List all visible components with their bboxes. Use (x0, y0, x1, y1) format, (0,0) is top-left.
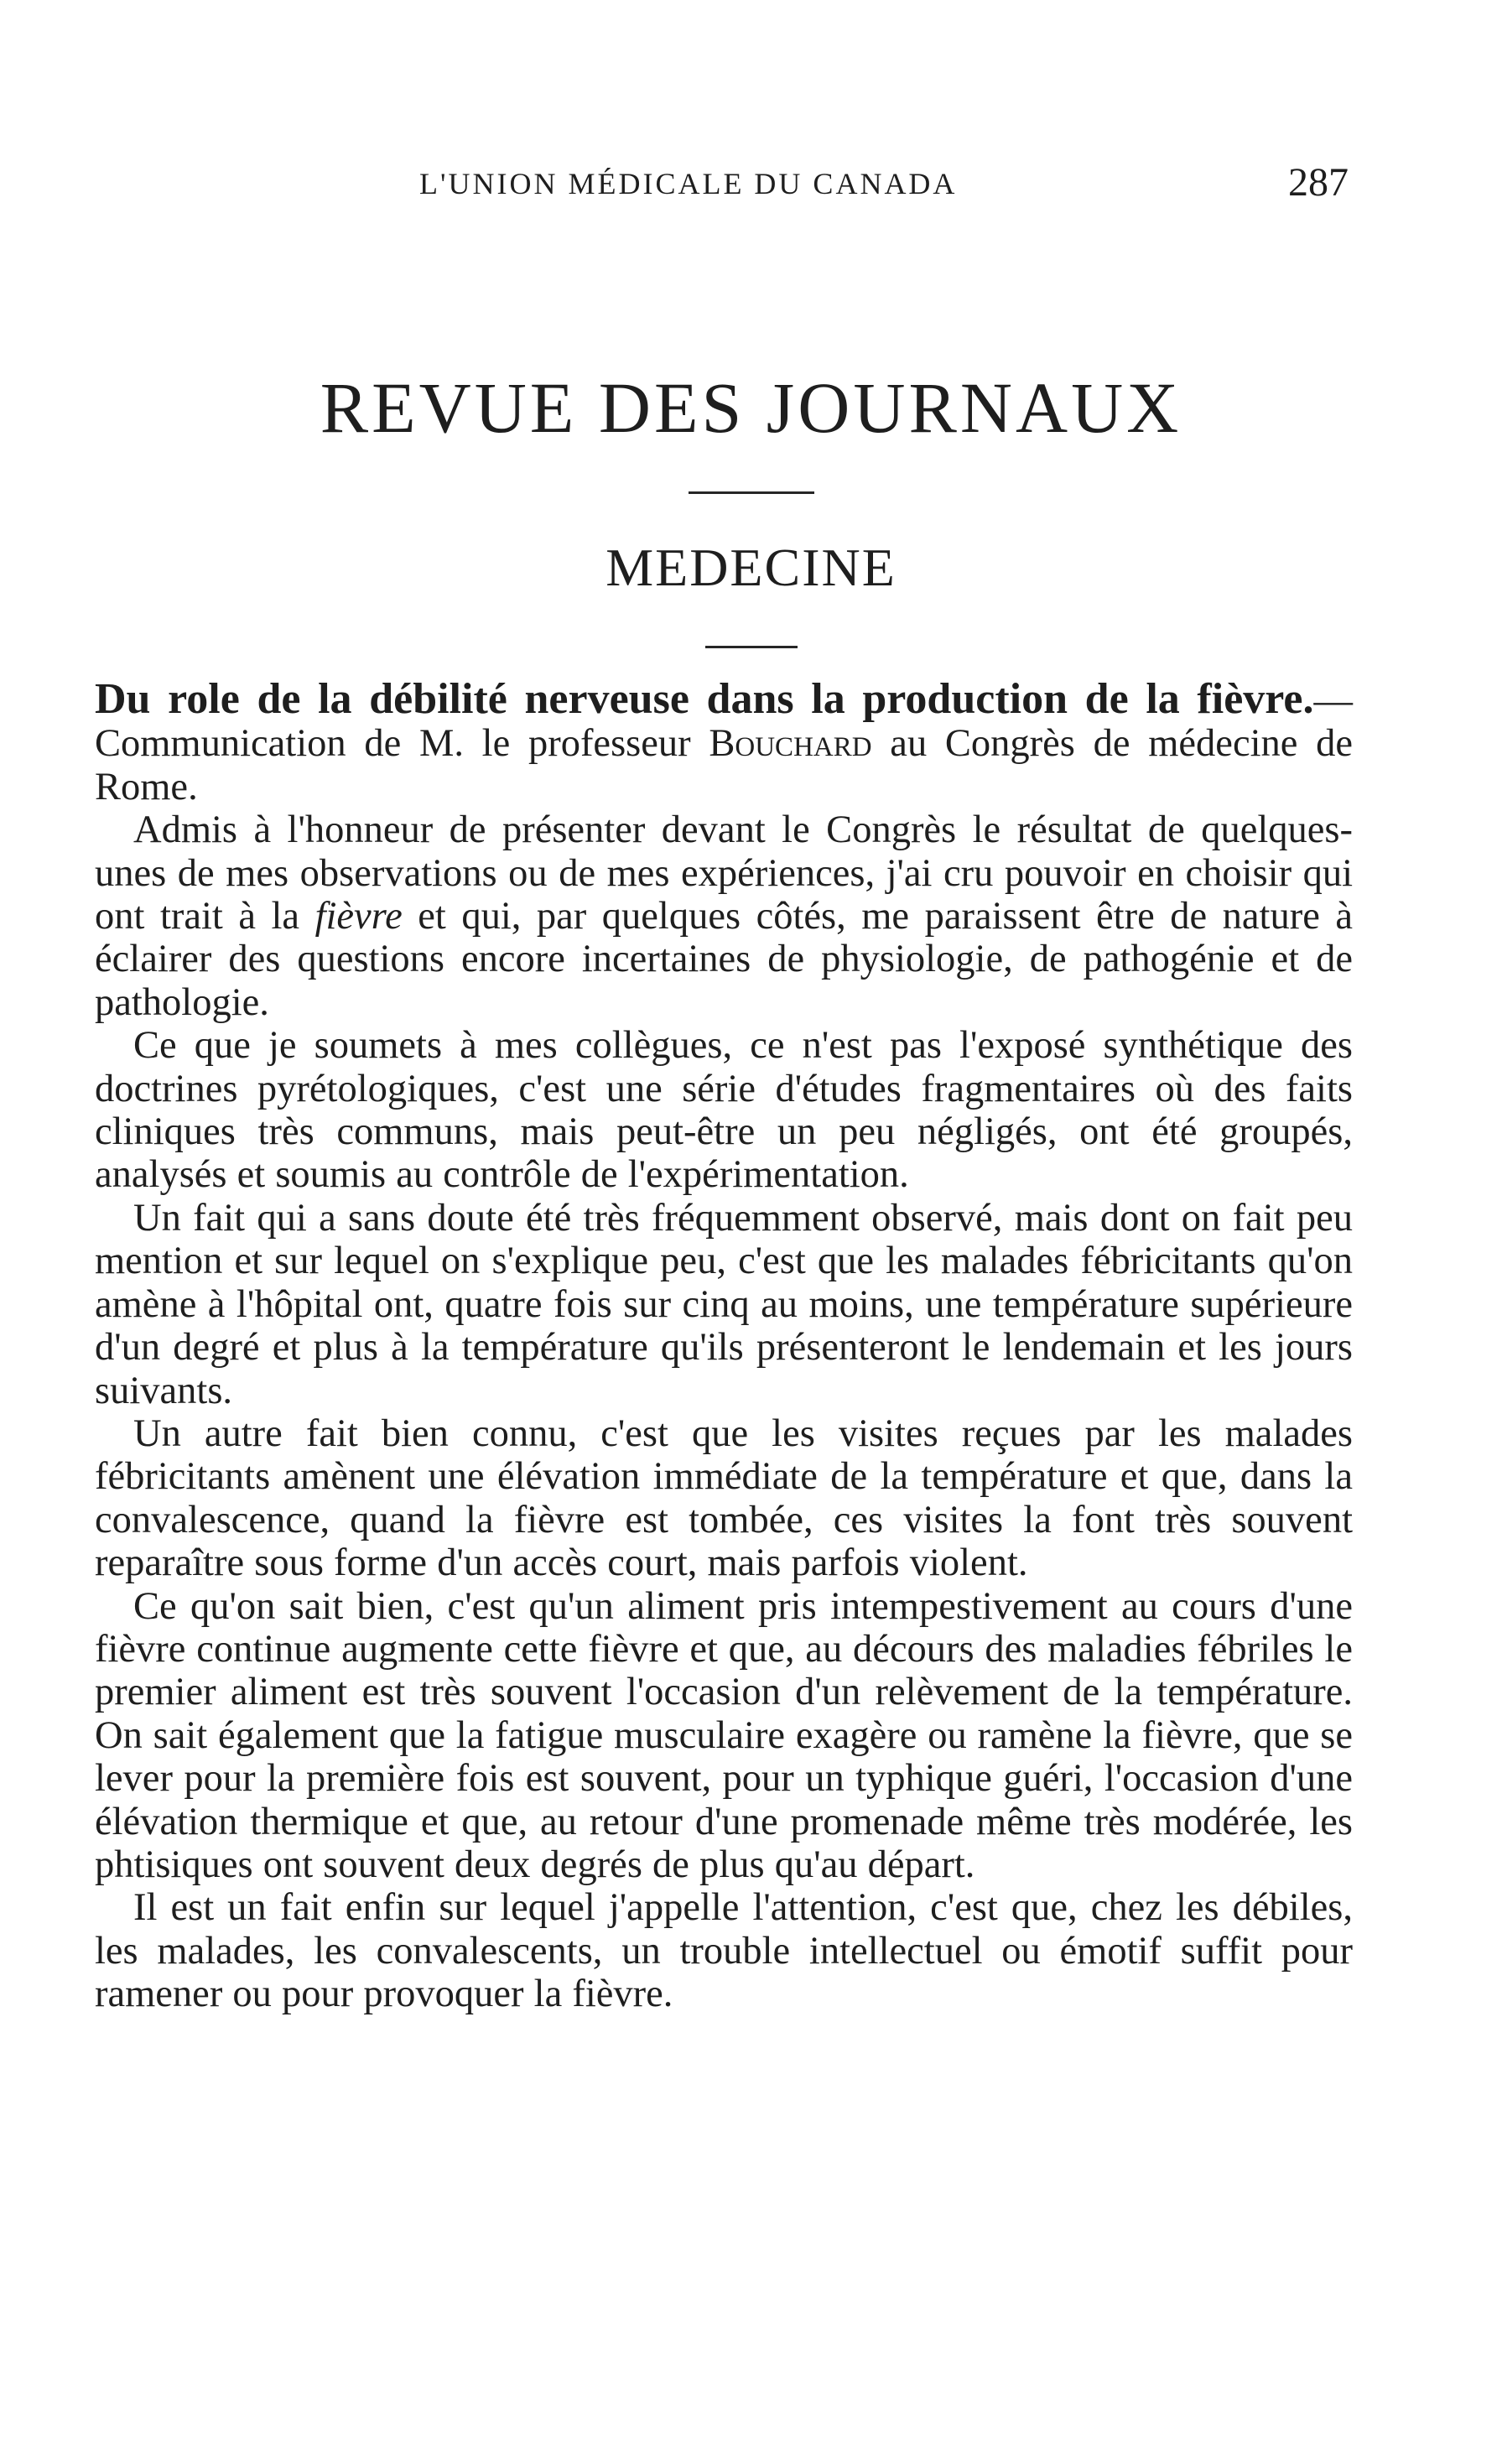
article-author: Bouchard (709, 722, 872, 766)
section-title: REVUE DES JOURNAUX (320, 367, 1182, 448)
article-source-suffix: au Congrès de médecine de Rome. (95, 722, 1354, 808)
paragraph-2: Ce que je soumets à mes collègues, ce n'est pas l'exposé synthétique des doctrines pyrétologiques, c'est une série d'études fragmentaires où des faits cliniques très communs, mais peut-être un peu négligés, ont été groupés, analysés et soumis au contrôle de l'expérimentation. (95, 1024, 1353, 1197)
paragraph-4: Un autre fait bien connu, c'est que les visites reçues par les malades fébricitants amènent une élévation immédiate de la température et que, dans la convalescence, quand la fièvre est tombée, ces visites la font très souvent reparaître sous forme d'un accès court, mais parfois violent. (95, 1411, 1353, 1585)
article-heading (95, 675, 1354, 808)
journal-name: L'UNION MÉDICALE DU CANADA (419, 167, 958, 200)
article-source-prefix: —Communication de M. le professeur (95, 679, 1353, 766)
subsection-divider (705, 646, 798, 648)
paragraph-6: Il est un fait enfin sur lequel j'appelle l'attention, c'est que, chez les débiles, les malades, les convalescents, un trouble intellectuel ou émotif suffit pour ramener ou pour provoquer la fièvre. (95, 1886, 1353, 2016)
paragraph-1 (95, 808, 1353, 1024)
paragraph-5: Ce qu'on sait bien, c'est qu'un aliment pris intempestivement au cours d'une fièvre continue augmente cette fièvre et que, au décours des maladies fébriles le premier aliment est très souvent l'occasion d'un relèvement de la température. On sait également que la fatigue musculaire exagère ou ramène la fièvre, que se lever pour la première fois est souvent, pour un typhique guéri, l'occasion d'une élévation thermique et que, au retour d'une promenade même très modérée, les phtisiques ont souvent deux degrés de plus qu'au départ. (95, 1584, 1353, 1886)
paragraph-1-end: et qui, par quelques côtés, me paraissent être de nature à éclairer des questions encore incertaines de physiologie, de pathogénie et de pathologie. (95, 895, 1353, 1024)
page-number: 287 (1288, 160, 1349, 205)
section-divider (689, 491, 814, 494)
paragraph-1-italic: fièvre (314, 895, 403, 938)
article-title: Du role de la débilité nerveuse dans la production de la fièvre. (95, 675, 1314, 723)
paragraph-1-start: Admis à l'honneur de présenter devant le Congrès le résultat de quelques-unes de mes observations ou de mes expériences, j'ai cru pouvoir en choisir qui ont trait à la (95, 808, 1353, 938)
article-body (95, 675, 1354, 2016)
subsection-title: MEDECINE (605, 538, 897, 597)
paragraph-3: Un fait qui a sans doute été très fréquemment observé, mais dont on fait peu mention et sur lequel on s'explique peu, c'est que les malades fébricitants qu'on amène à l'hôpital ont, quatre fois sur cinq au moins, une température supérieure d'un degré et plus à la température qu'ils présenteront le lendemain et les jours suivants. (95, 1196, 1353, 1412)
running-head (0, 160, 1502, 208)
